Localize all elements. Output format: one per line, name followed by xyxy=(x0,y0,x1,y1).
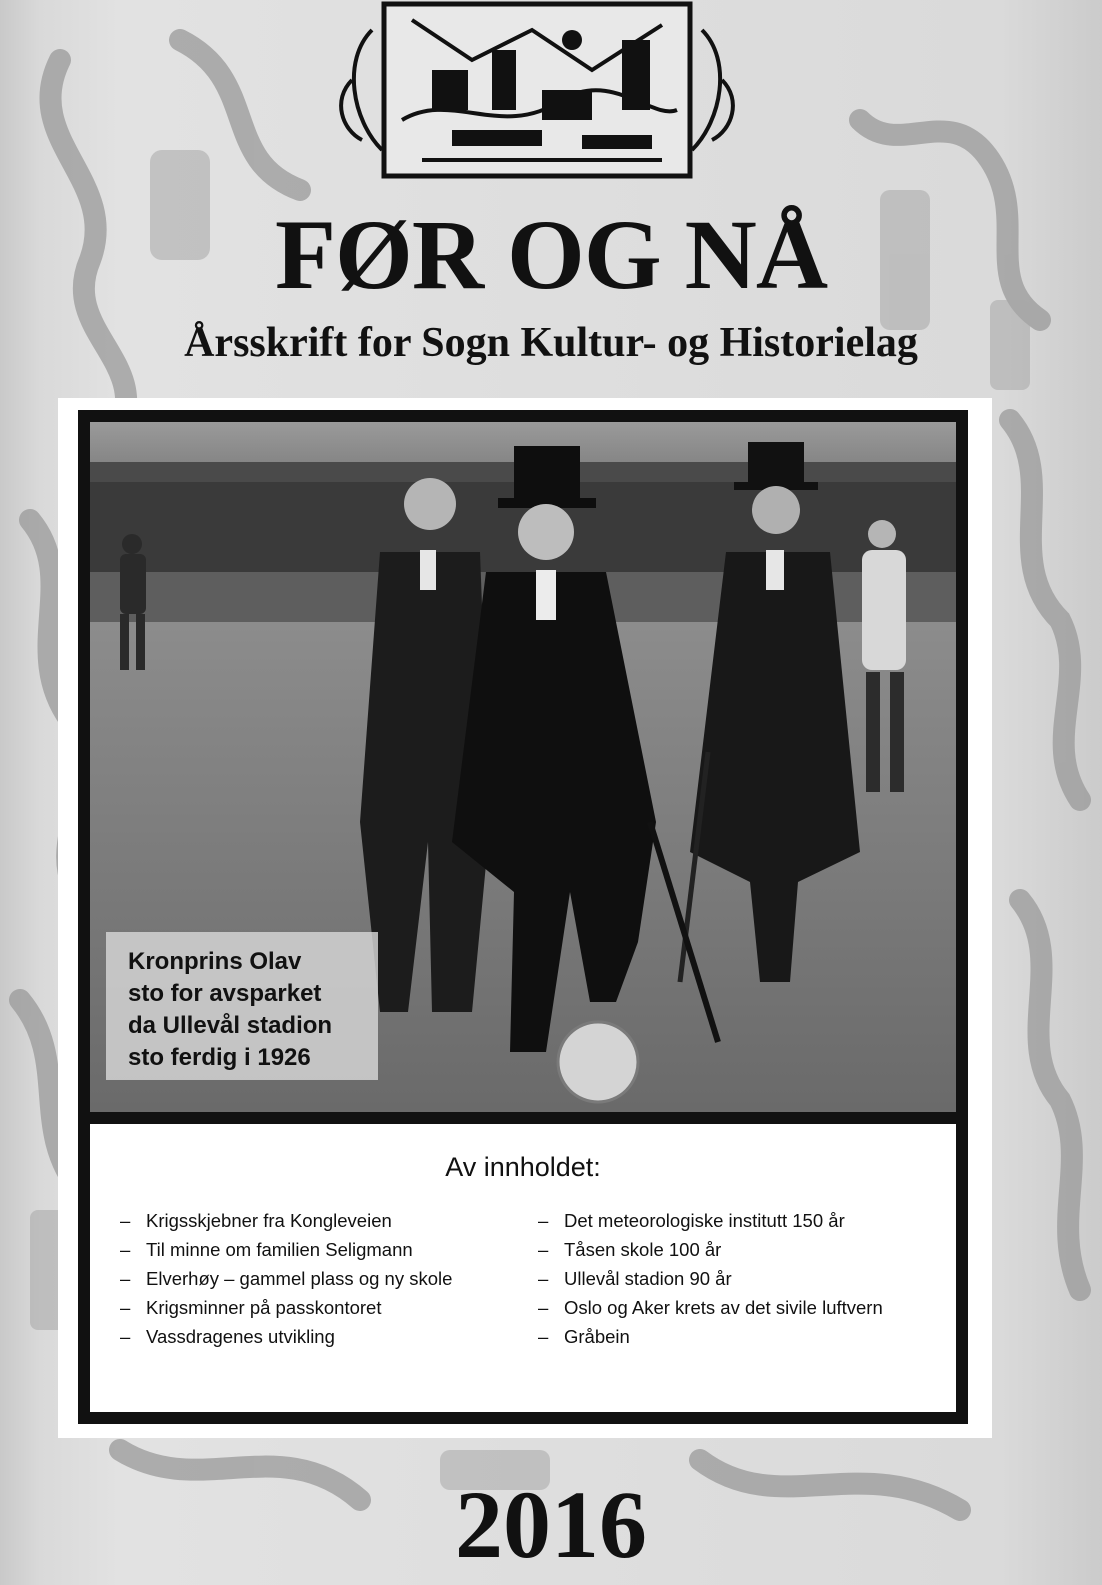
list-item xyxy=(120,1322,530,1351)
list-item-label: Krigsskjebner fra Kongleveien xyxy=(146,1210,392,1231)
historical-photo xyxy=(90,422,956,1112)
frame-divider xyxy=(90,1112,956,1124)
dash-bullet: – xyxy=(538,1297,549,1318)
list-item xyxy=(120,1293,530,1322)
list-item-label: Til minne om familien Seligmann xyxy=(146,1239,413,1260)
list-item xyxy=(538,1264,948,1293)
caption-line: sto ferdig i 1926 xyxy=(128,1044,311,1071)
photo-caption xyxy=(106,932,378,1080)
dash-bullet: – xyxy=(538,1210,549,1231)
list-item xyxy=(538,1322,948,1351)
dash-bullet: – xyxy=(120,1268,131,1289)
list-item-label: Ullevål stadion 90 år xyxy=(564,1268,732,1289)
contents-heading: Av innholdet: xyxy=(445,1152,601,1182)
list-item-label: Tåsen skole 100 år xyxy=(564,1239,722,1260)
contents-list-right xyxy=(538,1206,948,1351)
dash-bullet: – xyxy=(538,1326,549,1347)
list-item xyxy=(120,1264,530,1293)
dash-bullet: – xyxy=(120,1297,131,1318)
dash-bullet: – xyxy=(120,1239,131,1260)
list-item-label: Vassdragenes utvikling xyxy=(146,1326,335,1347)
dash-bullet: – xyxy=(120,1210,131,1231)
magazine-title: FØR OG NÅ xyxy=(274,199,828,310)
list-item xyxy=(120,1206,530,1235)
list-item-label: Krigsminner på passkontoret xyxy=(146,1297,382,1318)
dash-bullet: – xyxy=(120,1326,131,1347)
list-item-label: Gråbein xyxy=(564,1326,630,1347)
magazine-subtitle: Årsskrift for Sogn Kultur- og Historielag xyxy=(184,320,918,366)
list-item-label: Oslo og Aker krets av det sivile luftvern xyxy=(564,1297,883,1318)
list-item xyxy=(538,1235,948,1264)
dash-bullet: – xyxy=(538,1268,549,1289)
list-item xyxy=(538,1293,948,1322)
caption-line: Kronprins Olav xyxy=(128,948,302,975)
contents-section xyxy=(90,1124,956,1412)
photo-frame xyxy=(78,410,968,1424)
list-item-label: Elverhøy – gammel plass og ny skole xyxy=(146,1268,453,1289)
dash-bullet: – xyxy=(538,1239,549,1260)
contents-list-left xyxy=(120,1206,530,1351)
caption-line: sto for avsparket xyxy=(128,980,322,1007)
woodcut-emblem xyxy=(332,0,742,182)
list-item xyxy=(538,1206,948,1235)
list-item xyxy=(120,1235,530,1264)
caption-line: da Ullevål stadion xyxy=(128,1012,333,1039)
cover-panel xyxy=(58,398,992,1438)
list-item-label: Det meteorologiske institutt 150 år xyxy=(564,1210,845,1231)
issue-year: 2016 xyxy=(455,1471,647,1578)
